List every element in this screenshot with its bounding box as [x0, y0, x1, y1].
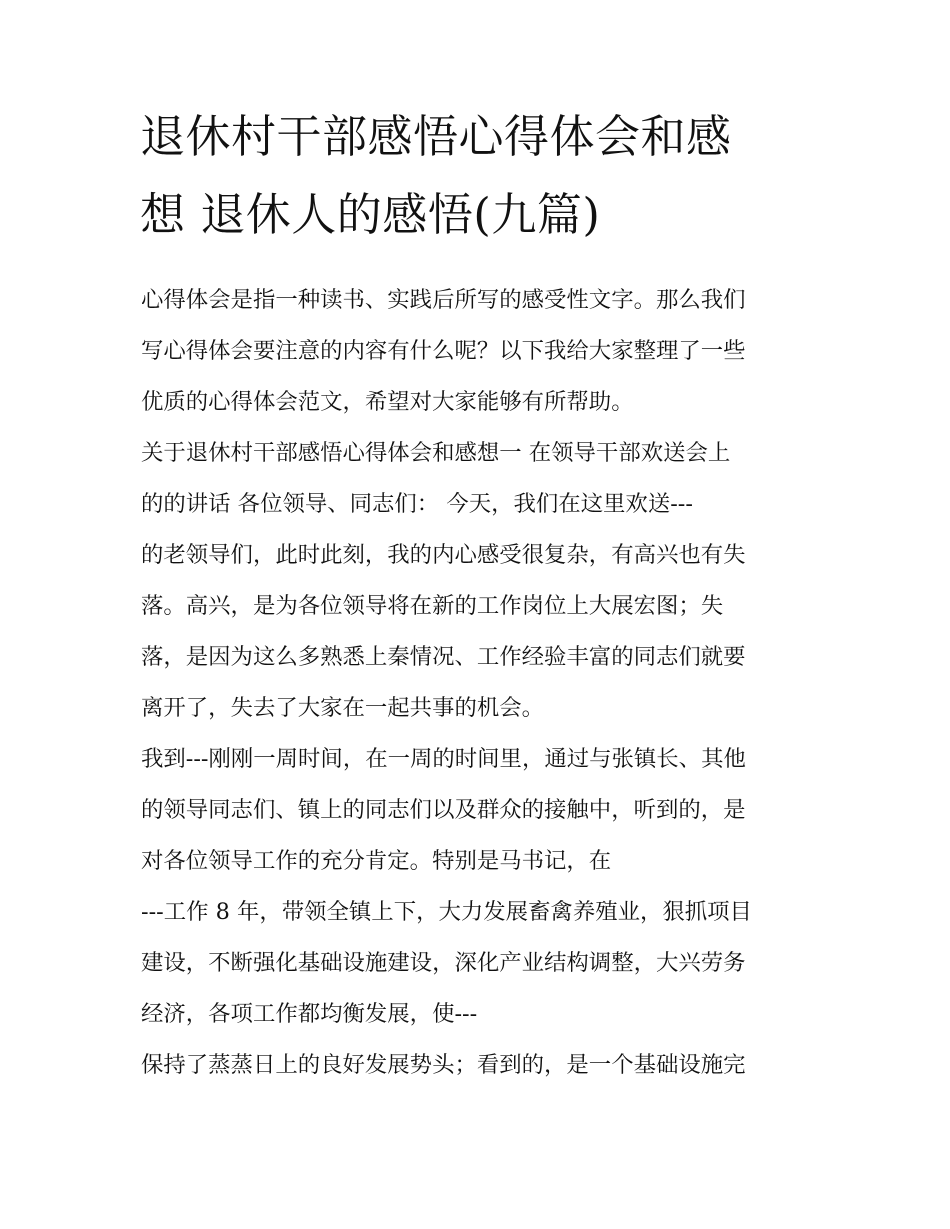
document-title: [140, 112, 830, 240]
body-line-3: 优质的心得体会范文，希望对大家能够有所帮助。: [141, 389, 634, 415]
body-line-15: 经济，各项工作都均衡发展，使---: [141, 1001, 478, 1027]
body-line-7: 落。高兴，是为各位领导将在新的工作岗位上大展宏图；失: [141, 593, 724, 619]
title-line-2: 想 退休人的感悟(九篇): [140, 188, 601, 241]
body-line-2: 写心得体会要注意的内容有什么呢？以下我给大家整理了一些: [141, 338, 746, 364]
body-line-9: 离开了，失去了大家在一起共事的机会。: [141, 695, 545, 721]
body-line-5: 的的讲话 各位领导、同志们： 今天，我们在这里欢送---: [141, 491, 693, 517]
document-body: [141, 281, 821, 1097]
body-line-12: 对各位领导工作的充分肯定。特别是马书记，在: [141, 848, 612, 874]
body-line-4: 关于退休村干部感悟心得体会和感想一 在领导干部欢送会上: [141, 440, 731, 466]
body-line-6: 的老领导们，此时此刻，我的内心感受很复杂，有高兴也有失: [141, 542, 746, 568]
body-line-11: 的领导同志们、镇上的同志们以及群众的接触中，听到的，是: [141, 797, 746, 823]
body-line-13: ---工作 8 年，带领全镇上下，大力发展畜禽养殖业，狠抓项目: [141, 899, 752, 925]
body-line-14: 建设，不断强化基础设施建设，深化产业结构调整，大兴劳务: [141, 950, 746, 976]
title-line-1: 退休村干部感悟心得体会和感: [140, 110, 732, 163]
body-line-16: 保持了蒸蒸日上的良好发展势头；看到的，是一个基础设施完: [141, 1052, 746, 1078]
body-line-8: 落，是因为这么多熟悉上秦情况、工作经验丰富的同志们就要: [141, 644, 746, 670]
body-line-10: 我到---刚刚一周时间，在一周的时间里，通过与张镇长、其他: [141, 746, 746, 772]
body-line-1: 心得体会是指一种读书、实践后所写的感受性文字。那么我们: [141, 287, 746, 313]
